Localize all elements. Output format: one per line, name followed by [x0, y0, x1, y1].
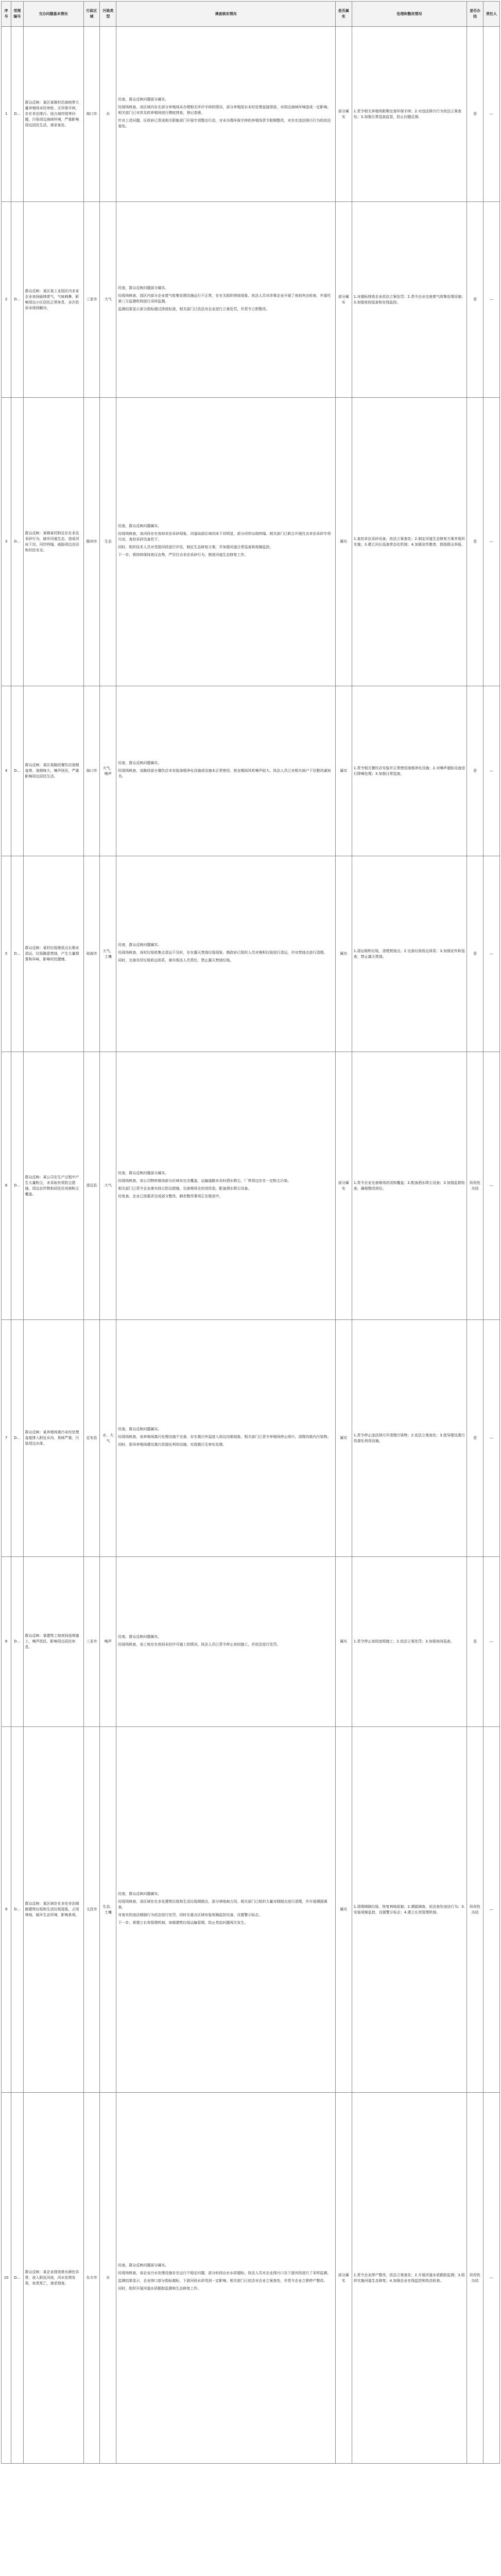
- cell-id: D...: [11, 856, 23, 1052]
- cell-person: —: [483, 1727, 500, 2093]
- cell-done: 是: [467, 686, 483, 856]
- cell-issue: 群众反映：某企业排放废水颜色异常，流入附近河流，河水发黑发臭，鱼类死亡，请求彻查。: [23, 2093, 83, 2464]
- investigation-paragraph: 经现场核查，该工地存在夜间未经许可施工的情况。执法人员已责令停止夜间施工，并依法进行处罚。: [118, 1642, 281, 1647]
- investigation-paragraph: 经查，群众反映问题部分属实。: [118, 97, 169, 101]
- cell-investigation: [116, 1727, 335, 2093]
- cell-no: 6: [2, 1052, 11, 1320]
- cell-issue: 群众反映：某公司在生产过程中产生大量粉尘，未采取有效防尘措施，周边农作物和居民住房被粉尘覆盖。: [23, 1052, 83, 1320]
- table-body: [2, 27, 500, 2464]
- cell-done: 是: [467, 856, 483, 1052]
- investigation-paragraph: 同时，组织技术人员对受损河段进行评估，制定生态修复方案，并加强河道日常巡查和视频监控。: [118, 545, 273, 549]
- cell-type: 大气: [100, 1052, 116, 1320]
- investigation-paragraph: 经现场核查，该企业污水处理设施存在运行不稳定问题，部分时段出水水质超标。执法人员对企业排污口及下游河段进行了采样监测。: [118, 2270, 331, 2275]
- cell-verified: 部分属实: [335, 2093, 352, 2464]
- cell-type: 生态: [100, 398, 116, 686]
- cell-investigation: [116, 1052, 335, 1320]
- cell-person: —: [483, 2093, 500, 2464]
- cell-verified: 属实: [335, 398, 352, 686]
- cell-handling: 1.责令停止夜间违规施工；2.依法立案处罚；3.加强夜间巡查。: [352, 1557, 467, 1727]
- cell-region: 东方市: [83, 2093, 100, 2464]
- table-row: [2, 202, 500, 398]
- cell-type: 大气、土壤: [100, 856, 116, 1052]
- investigation-paragraph: 监测结果显示部分指标超过排放标准，相关部门已依法对企业进行立案处罚，并责令立即整改。: [118, 307, 270, 311]
- cell-no: 3: [2, 398, 11, 686]
- investigation-paragraph: 经查，群众反映问题属实。: [118, 761, 162, 765]
- table-row: [2, 1320, 500, 1557]
- cell-region: 三亚市: [83, 202, 100, 398]
- cell-handling: 1.清理倾倒垃圾，恢复林地原貌；2.溯源调查，依法查处违法行为；3.安装视频监控，设置警示标志；4.建立长效管理机制。: [352, 1727, 467, 2093]
- cell-id: D...: [11, 27, 23, 202]
- cell-issue: 群众反映：某区某镇村沿海地带大量养殖场未经审批、无环保手续，存在非法排污、侵占海岸线等问题，污染周边海域环境，严重影响周边居民生活，请求查处。: [23, 27, 83, 202]
- cell-investigation: [116, 1320, 335, 1557]
- table-row: [2, 1727, 500, 2093]
- investigation-paragraph: 同时，完善农村垃圾收运体系，落实保洁人员责任，禁止露天焚烧垃圾。: [118, 958, 234, 962]
- cell-verified: 属实: [335, 686, 352, 856]
- cell-investigation: [116, 1557, 335, 1727]
- cell-person: —: [483, 398, 500, 686]
- cell-handling: 1.责令停止违法排污并清理污染物；2.依法立案查处；3.指导建设粪污资源化利用设施。: [352, 1320, 467, 1557]
- investigation-paragraph: 同时，组织开展河道水质跟踪监测和生态修复工作。: [118, 2286, 201, 2291]
- investigation-paragraph: 经查，群众反映问题属实。: [118, 1892, 162, 1896]
- table-row: [2, 856, 500, 1052]
- investigation-paragraph: 下一步，将建立长效管理机制，加强建筑垃圾运输管理，防止类似问题再次发生。: [118, 1921, 248, 1925]
- cell-type: 大气、噪声: [100, 686, 116, 856]
- investigation-paragraph: 经查，群众反映问题属实。: [118, 524, 162, 528]
- header-cell: 是否办结: [467, 2, 483, 27]
- cell-no: 5: [2, 856, 11, 1052]
- cell-handling: 1.责令企业完善堆场封闭和覆盖；2.配备洒水降尘设备；3.加强监督检查，确保整改到位。: [352, 1052, 467, 1320]
- cell-investigation: [116, 202, 335, 398]
- cell-region: 琼海市: [83, 856, 100, 1052]
- cell-person: —: [483, 686, 500, 856]
- cell-handling: 1.对超标排放企业依法立案处罚；2.责令企业完善废气收集处理设施；3.加强夜间巡查和在线监控。: [352, 202, 467, 398]
- cell-done: 是: [467, 1320, 483, 1557]
- cell-verified: 部分属实: [335, 202, 352, 398]
- cell-region: 文昌市: [83, 1727, 100, 2093]
- cell-verified: 部分属实: [335, 1052, 352, 1320]
- cell-person: —: [483, 1052, 500, 1320]
- cell-verified: 部分属实: [335, 27, 352, 202]
- table-row: [2, 1557, 500, 1727]
- header-cell: 处理和整改情况: [352, 2, 467, 27]
- cell-verified: 属实: [335, 856, 352, 1052]
- cell-handling: 1.责令企业停产整改，依法立案查处；2.开展河道水质跟踪监测；3.组织实施河道生态修复；4.加强企业在线监控和执法检查。: [352, 2093, 467, 2464]
- table-row: [2, 2093, 500, 2464]
- cell-id: D...: [11, 2093, 23, 2464]
- cell-done: 是: [467, 398, 483, 686]
- cell-id: D...: [11, 686, 23, 856]
- cell-issue: 群众反映：某区某工业园区内多家企业夜间偷排废气，气味刺鼻，影响周边小区居民正常休息，多次投诉未得到解决。: [23, 202, 83, 398]
- investigation-paragraph: 相关部门已责令企业落实扬尘防治措施，完善堆场全封闭改造，配备洒水降尘设备。: [118, 1186, 252, 1191]
- cell-no: 10: [2, 2093, 11, 2464]
- cell-id: D...: [11, 398, 23, 686]
- header-cell: 交办问题基本情况: [23, 2, 83, 27]
- cell-type: 噪声: [100, 1557, 116, 1727]
- cell-handling: 1.责令相关养殖场限期完善环保手续；2.对违法排污行为依法立案查处；3.加强日常巡查监管，防止问题反弹。: [352, 27, 467, 202]
- cell-region: 海口市: [83, 27, 100, 202]
- cell-type: 生态、土壤: [100, 1727, 116, 2093]
- cell-type: 水: [100, 2093, 116, 2464]
- header-cell: 受理编号: [11, 2, 23, 27]
- cell-done: 是: [467, 202, 483, 398]
- cell-id: D...: [11, 1557, 23, 1727]
- cell-investigation: [116, 27, 335, 202]
- cell-issue: 群众反映：某养殖场粪污未经处理直接排入附近水沟，臭味严重，污染周边水体。: [23, 1320, 83, 1557]
- investigation-paragraph: 经复查，企业已按要求完成部分整改，剩余整改事项正在推进中。: [118, 1194, 223, 1198]
- table-header-row: [2, 2, 500, 27]
- cell-investigation: [116, 398, 335, 686]
- table-row: [2, 686, 500, 856]
- investigation-paragraph: 同时，指导养殖场建设粪污资源化利用设施，实现粪污无害化处理。: [118, 1443, 227, 1447]
- header-cell: 序号: [2, 2, 11, 27]
- investigation-paragraph: 监测结果显示，企业排口部分指标超标，下游河段水质受到一定影响。相关部门已依法对企业立案查处，并责令企业立即停产整改。: [118, 2278, 327, 2283]
- cell-done: 是: [467, 1557, 483, 1727]
- cell-done: 阶段性办结: [467, 2093, 483, 2464]
- investigation-paragraph: 经查，群众反映问题部分属实。: [118, 285, 169, 290]
- header-cell: 调查核实情况: [116, 2, 335, 27]
- cell-person: —: [483, 856, 500, 1052]
- cell-handling: 1.查扣非法采砂设备，依法立案查处；2.制定河道生态修复方案并组织实施；3.建立河长巡查常态化机制；4.加强宣传教育，鼓励群众举报。: [352, 398, 467, 686]
- cell-done: 阶段性办结: [467, 1052, 483, 1320]
- cell-done: 阶段性办结: [467, 1727, 483, 2093]
- cell-id: D...: [11, 1052, 23, 1320]
- cell-person: —: [483, 27, 500, 202]
- header-cell: 责任人: [483, 2, 500, 27]
- cell-no: 7: [2, 1320, 11, 1557]
- investigation-paragraph: 经查，群众反映问题部分属实。: [118, 2263, 169, 2267]
- cell-no: 4: [2, 686, 11, 856]
- cell-issue: 群众反映：某区某路段餐饮店油烟直排，油烟味大，噪声扰民，严重影响周边居民生活。: [23, 686, 83, 856]
- investigation-paragraph: 经现场核查，园区内部分企业废气收集处理设施运行不正常，存在无组织排放现象。执法人员对涉事企业开展了夜间突击检查，并委托第三方监测机构进行采样监测。: [118, 293, 331, 303]
- investigation-paragraph: 经查，群众反映问题属实。: [118, 1427, 162, 1431]
- table-row: [2, 398, 500, 686]
- cell-no: 1: [2, 27, 11, 202]
- table-row: [2, 27, 500, 202]
- cell-id: D...: [11, 202, 23, 398]
- investigation-paragraph: 经现场核查，该公司物料堆场部分区域未完全覆盖，运输道路未及时洒水降尘，厂界周边存在一定粉尘污染。: [118, 1178, 291, 1183]
- investigation-paragraph: 经现场核查，该区域存在多处建筑垃圾和生活垃圾倾倒点，部分林地被占用。相关部门已组织力量对倾倒点进行清理，并开展溯源调查。: [118, 1900, 327, 1909]
- cell-type: 大气: [100, 202, 116, 398]
- header-cell: 是否属实: [335, 2, 352, 27]
- cell-region: 儋州市: [83, 398, 100, 686]
- cell-verified: 属实: [335, 1727, 352, 2093]
- cell-issue: 群众反映：某村垃圾堆放点长期未清运，垃圾随意焚烧，产生大量烟雾和异味，影响村民健康。: [23, 856, 83, 1052]
- investigation-paragraph: 下一步，将持续保持高压态势，严厉打击非法采砂行为，推进河道生态修复工作。: [118, 553, 248, 557]
- cell-id: D...: [11, 1320, 23, 1557]
- cell-type: 水、大气: [100, 1320, 116, 1557]
- cell-handling: 1.责令相关餐饮店安装并正常使用油烟净化设施；2.对噪声超标设备进行降噪处理；3.加强日常巡查。: [352, 686, 467, 856]
- cell-region: 定安县: [83, 1320, 100, 1557]
- investigation-paragraph: 针对上述问题，区政府已责成相关职能部门开展专项整治行动，对未办理环保手续的养殖场责令限期整改，对存在违法排污行为的依法查处。: [118, 118, 331, 128]
- cell-investigation: [116, 686, 335, 856]
- cell-region: 三亚市: [83, 1557, 100, 1727]
- investigation-paragraph: 对查实的违法倾倒行为依法进行处罚，同时在重点区域安装视频监控设备，设置警示标志。: [118, 1913, 263, 1917]
- investigation-paragraph: 经查，群众反映问题属实。: [118, 1634, 162, 1639]
- cell-verified: 属实: [335, 1320, 352, 1557]
- cell-person: —: [483, 202, 500, 398]
- complaint-table: [1, 1, 500, 2464]
- cell-issue: 群众反映：某区域存在多处非法倾倒建筑垃圾和生活垃圾现象，占用林地，破坏生态环境，影响景观。: [23, 1727, 83, 2093]
- investigation-paragraph: 经查，群众反映问题部分属实。: [118, 1171, 169, 1175]
- investigation-paragraph: 经现场核查，该区域内存在部分养殖场未办理相关环评手续的情况，部分养殖尾水未经处理直接排放，对周边海域环境造成一定影响。相关部门已对涉及的养殖场进行摸底排查，登记造册。: [118, 105, 331, 115]
- cell-no: 8: [2, 1557, 11, 1727]
- investigation-paragraph: 经查，群众反映问题属实。: [118, 943, 162, 947]
- cell-region: 海口市: [83, 686, 100, 856]
- cell-issue: 群众反映：某镇某村附近存在非法采砂行为，破坏河道生态，造成河床下切、河岸坍塌，威胁周边农田和村民安全。: [23, 398, 83, 686]
- cell-person: —: [483, 1320, 500, 1557]
- header-cell: 污染类型: [100, 2, 116, 27]
- investigation-paragraph: 经现场核查，该河段存在夜间非法采砂现象，河道局部区域河床下切明显，部分河岸出现坍塌。相关部门已联合开展打击非法采砂专项行动，查扣采砂设备若干。: [118, 532, 331, 541]
- cell-person: —: [483, 1557, 500, 1727]
- cell-no: 2: [2, 202, 11, 398]
- header-cell: 行政区域: [83, 2, 100, 27]
- cell-issue: 群众反映：某建筑工地夜间违规施工，噪声扰民，影响周边居民休息。: [23, 1557, 83, 1727]
- investigation-paragraph: 经现场核查，该路段部分餐饮店未安装油烟净化设施或设施未正常使用，营业期间风机噪声较大。执法人员已对相关商户下达整改通知书。: [118, 769, 331, 778]
- cell-investigation: [116, 856, 335, 1052]
- investigation-paragraph: 经现场核查，该村垃圾收集点清运不及时，存在露天焚烧垃圾现象。镇政府已组织人员对堆积垃圾进行清运，并对焚烧点进行清理。: [118, 951, 327, 955]
- cell-no: 9: [2, 1727, 11, 2093]
- cell-type: 水: [100, 27, 116, 202]
- cell-investigation: [116, 2093, 335, 2464]
- cell-handling: 1.清运堆积垃圾，清理焚烧点；2.完善垃圾收运体系；3.加强宣传和巡查，禁止露天焚烧。: [352, 856, 467, 1052]
- cell-id: D...: [11, 1727, 23, 2093]
- cell-done: 是: [467, 27, 483, 202]
- cell-region: 澄迈县: [83, 1052, 100, 1320]
- table-row: [2, 1052, 500, 1320]
- cell-verified: 属实: [335, 1557, 352, 1727]
- investigation-paragraph: 经现场核查，该养殖场粪污处理设施不完善，存在粪污外溢进入周边沟渠现象。相关部门已责令养殖场停止排污，清理沟渠内污染物。: [118, 1435, 331, 1439]
